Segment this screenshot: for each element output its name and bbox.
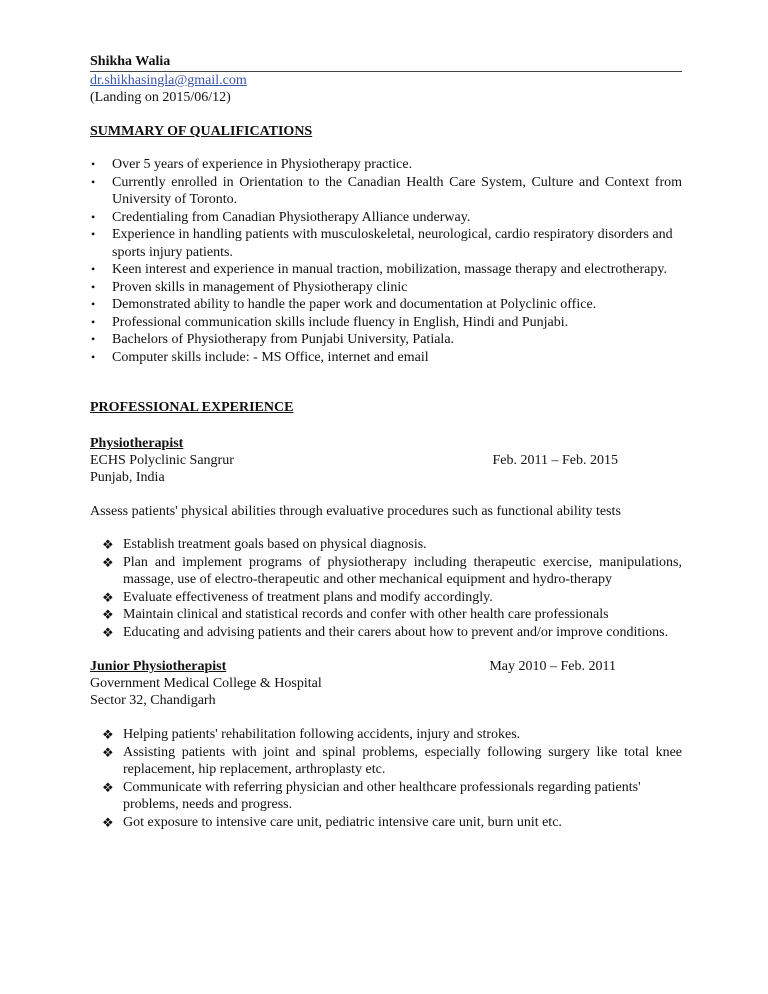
- list-item: • Demonstrated ability to handle the paper work and documentation at Polyclinic office.: [91, 297, 597, 312]
- job2-dates: May 2010 – Feb. 2011: [489, 659, 616, 674]
- summary-heading: SUMMARY OF QUALIFICATIONS: [90, 124, 313, 139]
- applicant-name: Shikha Walia: [90, 54, 171, 69]
- bullet-icon: •: [91, 349, 96, 364]
- bullet-icon: •: [91, 209, 96, 224]
- job2-duties: [90, 726, 682, 831]
- job1-title: Physiotherapist: [90, 436, 184, 451]
- list-item: ❖ Got exposure to intensive care unit, pediatric intensive care unit, burn unit etc.: [102, 814, 562, 830]
- diamond-bullet-icon: ❖: [102, 744, 114, 760]
- bullet-icon: •: [91, 227, 96, 241]
- list-item: ❖ Establish treatment goals based on physical diagnosis.: [102, 537, 427, 552]
- list-item: ❖ Maintain clinical and statistical records and confer with other health care professionals: [102, 607, 609, 622]
- bullet-icon: •: [91, 262, 96, 276]
- job1-org-row: [90, 452, 682, 469]
- job1-summary: Assess patients' physical abilities through evaluative procedures such as functional ability tests: [90, 504, 621, 519]
- list-item: • Experience in handling patients with musculoskeletal, neurological, cardio respiratory disorders and sports injury patients.: [91, 227, 673, 260]
- diamond-bullet-icon: ❖: [102, 607, 114, 622]
- list-item: • Keen interest and experience in manual traction, mobilization, massage therapy and electrotherapy.: [91, 262, 667, 277]
- job2-org: Government Medical College & Hospital: [90, 676, 322, 691]
- list-item: • Proven skills in management of Physiotherapy clinic: [91, 279, 408, 295]
- diamond-bullet-icon: ❖: [102, 589, 114, 605]
- list-item: ❖ Educating and advising patients and their carers about how to prevent and/or improve conditions.: [102, 624, 669, 640]
- diamond-bullet-icon: ❖: [102, 554, 114, 570]
- diamond-bullet-icon: ❖: [102, 537, 114, 552]
- landing-date: (Landing on 2015/06/12): [90, 90, 231, 105]
- bullet-icon: •: [91, 314, 96, 329]
- email-link[interactable]: dr.shikhasingla@gmail.com: [90, 73, 247, 88]
- bullet-icon: •: [91, 157, 96, 171]
- list-item: ❖ Assisting patients with joint and spinal problems, especially following surgery like total knee replacement, hip replacement, arthroplasty etc.: [102, 744, 682, 777]
- job1-org: ECHS Polyclinic Sangrur: [90, 453, 234, 468]
- list-item: • Credentialing from Canadian Physiotherapy Alliance underway.: [91, 209, 471, 225]
- resume-page: [90, 50, 682, 831]
- list-item: • Computer skills include: - MS Office, internet and email: [91, 349, 429, 365]
- job1-dates: Feb. 2011 – Feb. 2015: [492, 453, 618, 468]
- job2-location: Sector 32, Chandigarh: [90, 693, 216, 708]
- job1-duties: [90, 536, 682, 641]
- list-item: • Professional communication skills include fluency in English, Hindi and Punjabi.: [91, 314, 569, 330]
- list-item: ❖ Evaluate effectiveness of treatment plans and modify accordingly.: [102, 589, 493, 605]
- list-item: ❖ Helping patients' rehabilitation following accidents, injury and strokes.: [102, 727, 521, 742]
- list-item: ❖ Communicate with referring physician and other healthcare professionals regarding patients' problems, needs and progress.: [102, 779, 641, 812]
- diamond-bullet-icon: ❖: [102, 727, 114, 742]
- bullet-icon: •: [91, 297, 96, 311]
- job2-title: Junior Physiotherapist: [90, 659, 227, 674]
- diamond-bullet-icon: ❖: [102, 779, 114, 795]
- list-item: ❖ Plan and implement programs of physiotherapy including therapeutic exercise, manipulations, massage, use of electro-therapeutic and other mechanical equipment and hydro-therapy: [102, 554, 682, 587]
- bullet-icon: •: [91, 174, 96, 189]
- diamond-bullet-icon: ❖: [102, 624, 114, 640]
- job2-title-row: [90, 658, 682, 675]
- list-item: • Over 5 years of experience in Physiotherapy practice.: [91, 157, 413, 172]
- list-item: • Bachelors of Physiotherapy from Punjabi University, Patiala.: [91, 332, 455, 347]
- bullet-icon: •: [91, 279, 96, 294]
- bullet-icon: •: [91, 332, 96, 346]
- diamond-bullet-icon: ❖: [102, 814, 114, 830]
- summary-list: [90, 156, 682, 366]
- list-item: • Currently enrolled in Orientation to the Canadian Health Care System, Culture and Context from University of Toronto.: [91, 174, 682, 207]
- job1-location: Punjab, India: [90, 470, 165, 485]
- experience-heading: PROFESSIONAL EXPERIENCE: [90, 400, 294, 415]
